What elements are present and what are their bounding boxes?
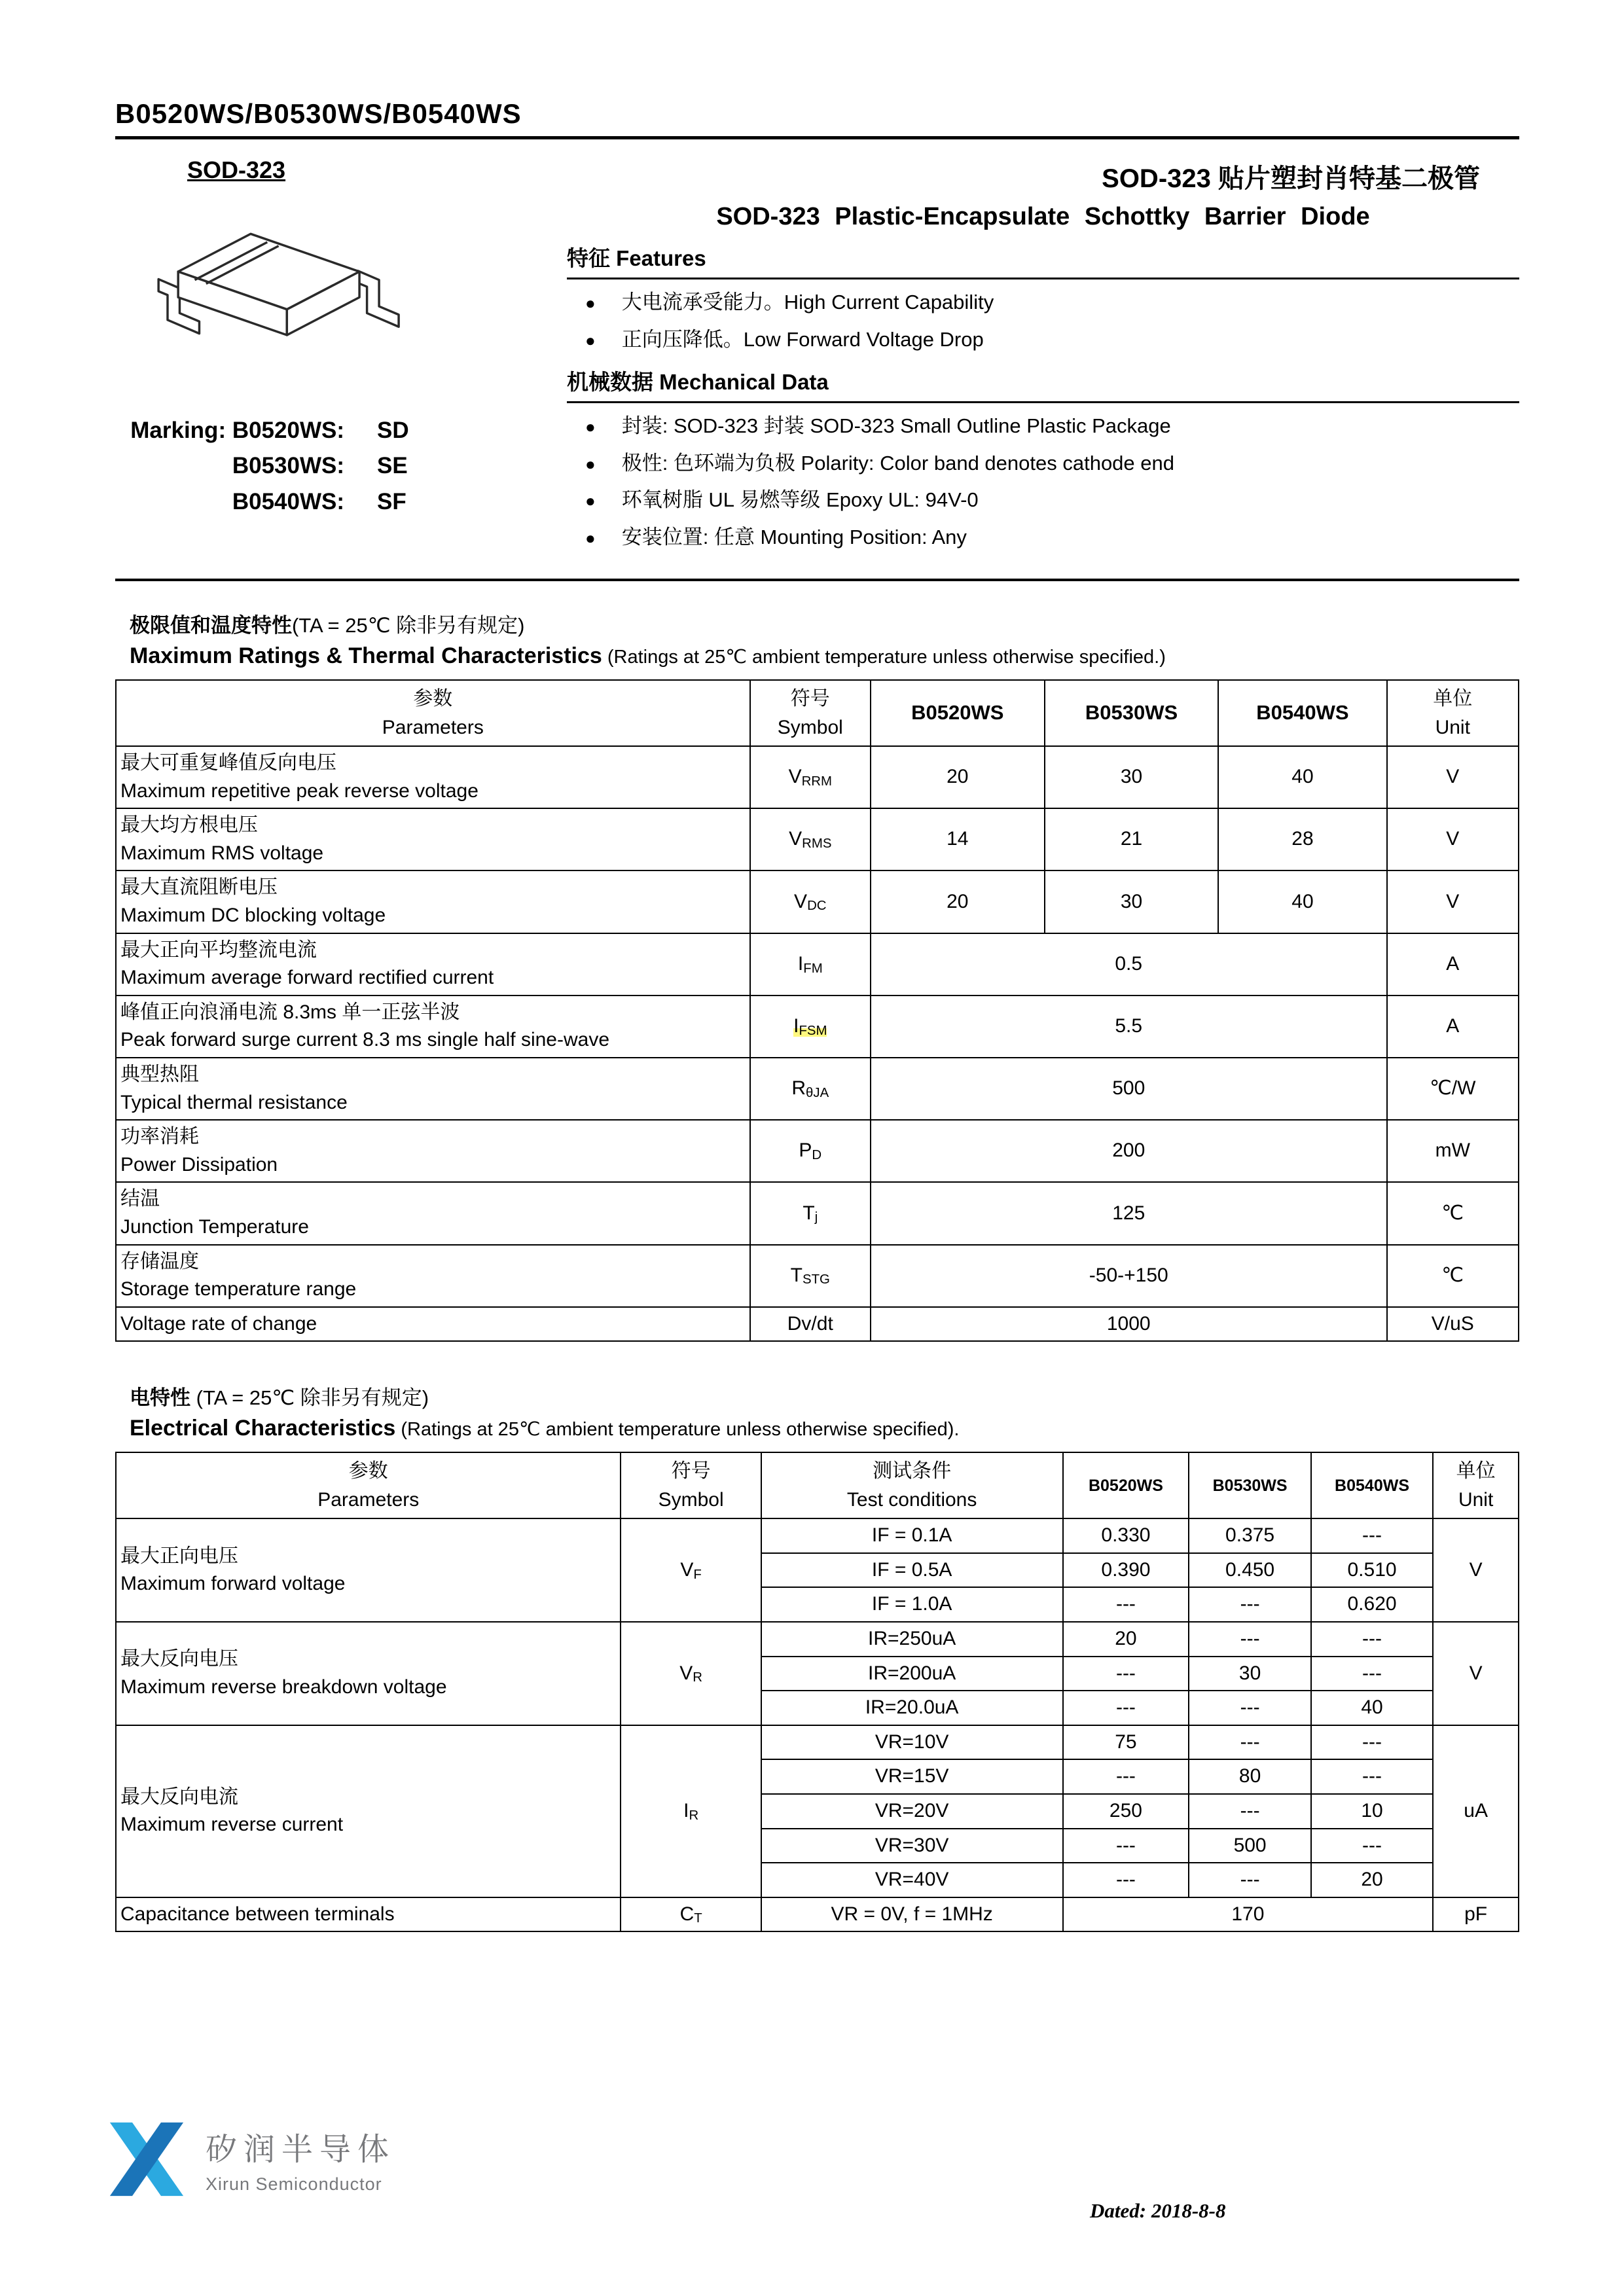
table-row (116, 1182, 1519, 1244)
mechanical-divider (567, 401, 1519, 403)
value-cell: --- (1311, 1829, 1433, 1863)
parameter-cell (116, 1622, 621, 1725)
header-en: Unit (1458, 1488, 1494, 1511)
symbol-sub: STG (802, 1272, 830, 1287)
electrical-heading-cn-bold: 电特性 (130, 1386, 196, 1410)
mechanical-item (567, 411, 1519, 442)
value-cell: 0.5 (871, 933, 1387, 996)
maxratings-heading-en (115, 643, 1519, 669)
parameter-en: Storage temperature range (120, 1278, 357, 1300)
maxratings-heading-cn-bold: 极限值和温度特性 (130, 614, 292, 637)
feature-item (567, 287, 1519, 318)
marking-code: SD (377, 418, 409, 443)
table-row (116, 808, 1519, 870)
symbol-cell (750, 1182, 871, 1244)
parameter-cn: 峰值正向浪涌电流 8.3ms 单一正弦半波 (120, 1001, 460, 1023)
unit-cell: V (1433, 1622, 1519, 1725)
value-cell: -50-+150 (871, 1245, 1387, 1307)
symbol-cell (621, 1622, 761, 1725)
table-row (116, 1622, 1519, 1657)
parameter-cn: 结温 (120, 1188, 160, 1210)
symbol-base: I (797, 952, 804, 975)
header-cn: 单位 (1456, 1460, 1496, 1482)
unit-cell: A (1387, 996, 1519, 1058)
value-cell: --- (1311, 1657, 1433, 1691)
unit-cell: V/uS (1387, 1307, 1519, 1342)
electrical-characteristics-table (115, 1452, 1519, 1932)
title-divider (115, 136, 1519, 139)
package-lead-right (358, 271, 399, 327)
col-header-symbol (621, 1452, 761, 1518)
header-cn: 参数 (413, 688, 453, 709)
value-cell: --- (1063, 1657, 1189, 1691)
bullet-icon (585, 411, 596, 442)
condition-cell: IF = 0.1A (761, 1518, 1063, 1553)
col-header-unit (1387, 680, 1519, 746)
company-name-en: Xirun Semiconductor (206, 2174, 382, 2194)
table-row (116, 1725, 1519, 1760)
marking-label: B0530WS: (232, 453, 344, 479)
condition-cell: VR=20V (761, 1794, 1063, 1829)
symbol-sub: θJA (806, 1085, 829, 1100)
table-row (116, 870, 1519, 933)
symbol-base: V (680, 1558, 694, 1581)
symbol-base: V (794, 890, 808, 912)
value-cell: --- (1063, 1587, 1189, 1622)
header-cn: 参数 (348, 1460, 388, 1482)
intro-column (482, 156, 1519, 559)
symbol-sub: j (814, 1210, 818, 1225)
marking-label: Marking: B0520WS: (130, 418, 344, 443)
table-row (116, 1245, 1519, 1307)
symbol-highlight (793, 1015, 827, 1037)
features-divider (567, 278, 1519, 279)
package-name: SOD-323 (187, 156, 286, 183)
header-en: Parameters (317, 1488, 420, 1511)
condition-cell: VR=30V (761, 1829, 1063, 1863)
value-cell: 0.510 (1311, 1553, 1433, 1588)
value-cell: 28 (1218, 808, 1386, 870)
header-en: Unit (1435, 716, 1470, 738)
condition-cell: IF = 1.0A (761, 1587, 1063, 1622)
marking-code: SE (377, 453, 408, 479)
table-header-row (116, 680, 1519, 746)
mechanical-item (567, 522, 1519, 553)
feature-text: 正向压降低。Low Forward Voltage Drop (621, 327, 984, 351)
parameter-en: Maximum forward voltage (120, 1573, 346, 1595)
bullet-icon (585, 325, 596, 355)
value-cell: 170 (1063, 1897, 1434, 1932)
value-cell: 500 (1189, 1829, 1310, 1863)
col-header-test-conditions (761, 1452, 1063, 1518)
value-cell: 1000 (871, 1307, 1387, 1342)
marking-line (115, 484, 482, 520)
page-title: B0520WS/B0530WS/B0540WS (115, 98, 522, 129)
col-header-b0530ws: B0530WS (1189, 1452, 1310, 1518)
condition-cell: IF = 0.5A (761, 1553, 1063, 1588)
bullet-icon (585, 448, 596, 479)
symbol-sub: RRM (801, 774, 833, 789)
symbol-cell (750, 1058, 871, 1120)
value-cell: --- (1311, 1622, 1433, 1657)
header-section (115, 156, 1519, 559)
symbol-sub: T (694, 1911, 702, 1926)
parameter-en: Capacitance between terminals (120, 1903, 395, 1925)
condition-cell: VR=15V (761, 1759, 1063, 1794)
condition-cell: VR=40V (761, 1863, 1063, 1897)
parameter-en: Typical thermal resistance (120, 1091, 348, 1113)
parameter-cn: 最大直流阻断电压 (120, 876, 278, 899)
package-column (115, 156, 482, 559)
unit-cell: ℃/W (1387, 1058, 1519, 1120)
mechanical-heading: 机械数据 Mechanical Data (567, 370, 829, 394)
parameter-cell (116, 1058, 750, 1120)
unit-cell: ℃ (1387, 1182, 1519, 1244)
value-cell: --- (1311, 1759, 1433, 1794)
parameter-en: Maximum average forward rectified current (120, 967, 494, 989)
symbol-cell (621, 1897, 761, 1932)
parameter-en: Maximum DC blocking voltage (120, 904, 386, 926)
value-cell: 0.375 (1189, 1518, 1310, 1553)
symbol-base: R (791, 1077, 806, 1100)
bullet-icon (585, 287, 596, 318)
parameter-cn: 最大反向电压 (120, 1648, 238, 1670)
value-cell: 20 (1311, 1863, 1433, 1897)
dated-text: Dated: 2018-8-8 (1090, 2199, 1226, 2222)
parameter-cell (116, 1518, 621, 1622)
parameter-en: Maximum repetitive peak reverse voltage (120, 780, 478, 802)
parameter-en: Maximum reverse current (120, 1814, 344, 1836)
value-cell: 21 (1045, 808, 1219, 870)
marking-line (115, 413, 482, 448)
parameter-en: Maximum reverse breakdown voltage (120, 1676, 447, 1698)
value-cell: 20 (871, 870, 1045, 933)
marking-line (115, 448, 482, 484)
value-cell: --- (1063, 1691, 1189, 1725)
value-cell: 0.390 (1063, 1553, 1189, 1588)
parameter-en: Power Dissipation (120, 1153, 278, 1175)
table-row (116, 1120, 1519, 1182)
footer-brand (105, 2119, 395, 2199)
parameter-en: Voltage rate of change (120, 1312, 317, 1335)
value-cell: 30 (1045, 746, 1219, 808)
unit-cell: V (1387, 870, 1519, 933)
maxratings-heading-cn (115, 609, 1519, 638)
value-cell: 500 (871, 1058, 1387, 1120)
package-drawing-image (135, 193, 416, 389)
parameter-cn: 最大正向平均整流电流 (120, 939, 317, 961)
value-cell: 20 (871, 746, 1045, 808)
parameter-cell (116, 746, 750, 808)
header-en: Test conditions (846, 1488, 977, 1511)
symbol-cell (621, 1518, 761, 1622)
electrical-heading-cn (115, 1381, 1519, 1410)
maxratings-heading-en-bold: Maximum Ratings & Thermal Characteristics (130, 643, 602, 668)
value-cell: --- (1063, 1863, 1189, 1897)
value-cell: 40 (1218, 870, 1386, 933)
mechanical-text: 极性: 色环端为负极 Polarity: Color band denotes cathode end (621, 451, 1174, 475)
value-cell: --- (1189, 1794, 1310, 1829)
value-cell: 0.620 (1311, 1587, 1433, 1622)
value-cell: 250 (1063, 1794, 1189, 1829)
col-header-b0540ws: B0540WS (1311, 1452, 1433, 1518)
feature-item (567, 325, 1519, 355)
parameter-cell (116, 1120, 750, 1182)
symbol-cell (750, 1307, 871, 1342)
value-cell: --- (1063, 1829, 1189, 1863)
value-cell: --- (1189, 1725, 1310, 1760)
header-cn: 测试条件 (873, 1460, 952, 1482)
symbol-base: C (679, 1903, 695, 1925)
value-cell: 40 (1311, 1691, 1433, 1725)
symbol-cell (750, 746, 871, 808)
header-en: Parameters (382, 716, 484, 738)
parameter-en: Maximum RMS voltage (120, 842, 324, 864)
unit-cell: A (1387, 933, 1519, 996)
col-header-unit (1433, 1452, 1519, 1518)
symbol-cell (621, 1725, 761, 1897)
value-cell: --- (1189, 1863, 1310, 1897)
table-row (116, 996, 1519, 1058)
value-cell: --- (1311, 1725, 1433, 1760)
symbol-cell (750, 933, 871, 996)
parameter-cell (116, 1725, 621, 1897)
bullet-icon (585, 485, 596, 516)
symbol-base: P (799, 1139, 812, 1162)
electrical-heading-cn-note: (TA = 25℃ 除非另有规定) (196, 1386, 429, 1410)
col-header-b0530ws: B0530WS (1045, 680, 1219, 746)
mechanical-text: 封装: SOD-323 封装 SOD-323 Small Outline Plastic Package (621, 414, 1171, 437)
value-cell: --- (1311, 1518, 1433, 1553)
table-row (116, 1058, 1519, 1120)
col-header-b0540ws: B0540WS (1218, 680, 1386, 746)
symbol-base: V (788, 766, 802, 788)
unit-cell: ℃ (1387, 1245, 1519, 1307)
product-title-en: SOD-323 Plastic-Encapsulate Schottky Barrier Diode (716, 203, 1370, 230)
company-name-cn: 矽润半导体 (206, 2132, 396, 2167)
header-cn: 符号 (671, 1460, 711, 1482)
symbol-base: T (803, 1202, 815, 1224)
symbol-base: I (683, 1800, 689, 1822)
symbol-cell (750, 996, 871, 1058)
marking-block (115, 413, 482, 520)
mechanical-item (567, 485, 1519, 516)
symbol-sub: DC (807, 899, 827, 914)
feature-text: 大电流承受能力。High Current Capability (621, 291, 994, 314)
value-cell: 0.450 (1189, 1553, 1310, 1588)
features-heading: 特征 Features (567, 246, 706, 270)
value-cell: 10 (1311, 1794, 1433, 1829)
parameter-cell (116, 870, 750, 933)
value-cell: 40 (1218, 746, 1386, 808)
mechanical-item (567, 448, 1519, 479)
max-ratings-table (115, 679, 1519, 1342)
symbol-sub: FSM (799, 1023, 827, 1038)
product-title-cn: SOD-323 贴片塑封肖特基二极管 (1102, 164, 1480, 193)
table-row (116, 1518, 1519, 1553)
value-cell: 30 (1045, 870, 1219, 933)
parameter-cell (116, 1307, 750, 1342)
marking-code: SF (377, 488, 406, 514)
header-cn: 单位 (1433, 688, 1473, 709)
mechanical-text: 环氧树脂 UL 易燃等级 Epoxy UL: 94V-0 (621, 488, 979, 511)
col-header-parameters (116, 680, 750, 746)
symbol-sub: D (812, 1148, 822, 1163)
value-cell: 125 (871, 1182, 1387, 1244)
condition-cell: IR=20.0uA (761, 1691, 1063, 1725)
table-row (116, 1897, 1519, 1932)
header-cn: 符号 (790, 688, 830, 709)
value-cell: 75 (1063, 1725, 1189, 1760)
parameter-cn: 最大可重复峰值反向电压 (120, 752, 336, 774)
parameter-cn: 最大均方根电压 (120, 814, 258, 836)
parameter-cell (116, 996, 750, 1058)
value-cell: --- (1063, 1759, 1189, 1794)
col-header-b0520ws: B0520WS (871, 680, 1045, 746)
parameter-cn: 功率消耗 (120, 1126, 199, 1148)
parameter-cn: 典型热阻 (120, 1063, 199, 1085)
value-cell: 200 (871, 1120, 1387, 1182)
value-cell: 5.5 (871, 996, 1387, 1058)
symbol-sub: R (693, 1670, 702, 1685)
condition-cell: IR=200uA (761, 1657, 1063, 1691)
parameter-cell (116, 1245, 750, 1307)
symbol-cell (750, 870, 871, 933)
condition-cell: VR=10V (761, 1725, 1063, 1760)
col-header-parameters (116, 1452, 621, 1518)
header-bottom-divider (115, 579, 1519, 581)
company-logo-icon (105, 2119, 189, 2199)
col-header-symbol (750, 680, 871, 746)
mechanical-text: 安装位置: 任意 Mounting Position: Any (621, 525, 967, 548)
company-names (206, 2124, 395, 2195)
parameter-cell (116, 808, 750, 870)
symbol-base: V (789, 828, 803, 850)
value-cell: --- (1189, 1622, 1310, 1657)
unit-cell: V (1387, 746, 1519, 808)
parameter-cell (116, 933, 750, 996)
electrical-heading-en (115, 1416, 1519, 1441)
maxratings-heading-cn-note: (TA = 25℃ 除非另有规定) (292, 614, 525, 637)
parameter-cn: 最大反向电流 (120, 1785, 238, 1808)
unit-cell: mW (1387, 1120, 1519, 1182)
table-row (116, 933, 1519, 996)
unit-cell: uA (1433, 1725, 1519, 1897)
maxratings-heading-en-note: (Ratings at 25℃ ambient temperature unless otherwise specified.) (602, 647, 1166, 668)
value-cell: 20 (1063, 1622, 1189, 1657)
symbol-sub: RMS (802, 836, 832, 852)
table-row (116, 746, 1519, 808)
value-cell: 0.330 (1063, 1518, 1189, 1553)
header-en: Symbol (777, 716, 843, 738)
parameter-cell (116, 1897, 621, 1932)
parameter-cn: 最大正向电压 (120, 1545, 238, 1567)
value-cell: 14 (871, 808, 1045, 870)
symbol-cell (750, 808, 871, 870)
table-header-row (116, 1452, 1519, 1518)
symbol-sub: F (693, 1567, 702, 1582)
symbol-sub: FM (803, 961, 823, 976)
parameter-en: Junction Temperature (120, 1215, 309, 1238)
parameter-en: Peak forward surge current 8.3 ms single half sine-wave (120, 1029, 610, 1051)
parameter-cn: 存储温度 (120, 1250, 199, 1272)
symbol-sub: R (689, 1808, 699, 1823)
condition-cell: IR=250uA (761, 1622, 1063, 1657)
table-row (116, 1307, 1519, 1342)
bullet-icon (585, 522, 596, 553)
col-header-b0520ws: B0520WS (1063, 1452, 1189, 1518)
symbol-base: T (790, 1264, 803, 1286)
value-cell: 30 (1189, 1657, 1310, 1691)
value-cell: --- (1189, 1691, 1310, 1725)
electrical-heading-en-note: (Ratings at 25℃ ambient temperature unless otherwise specified). (395, 1419, 960, 1441)
symbol-base: I (793, 1015, 799, 1037)
value-cell: --- (1189, 1587, 1310, 1622)
unit-cell: V (1433, 1518, 1519, 1622)
value-cell: 80 (1189, 1759, 1310, 1794)
symbol-base: V (679, 1662, 693, 1684)
parameter-cell (116, 1182, 750, 1244)
symbol-cell (750, 1245, 871, 1307)
unit-cell: pF (1433, 1897, 1519, 1932)
marking-label: B0540WS: (232, 488, 344, 514)
header-en: Symbol (658, 1488, 724, 1511)
unit-cell: V (1387, 808, 1519, 870)
condition-cell: VR = 0V, f = 1MHz (761, 1897, 1063, 1932)
symbol-cell (750, 1120, 871, 1182)
electrical-heading-en-bold: Electrical Characteristics (130, 1416, 396, 1441)
symbol-base: Dv/dt (787, 1312, 833, 1335)
